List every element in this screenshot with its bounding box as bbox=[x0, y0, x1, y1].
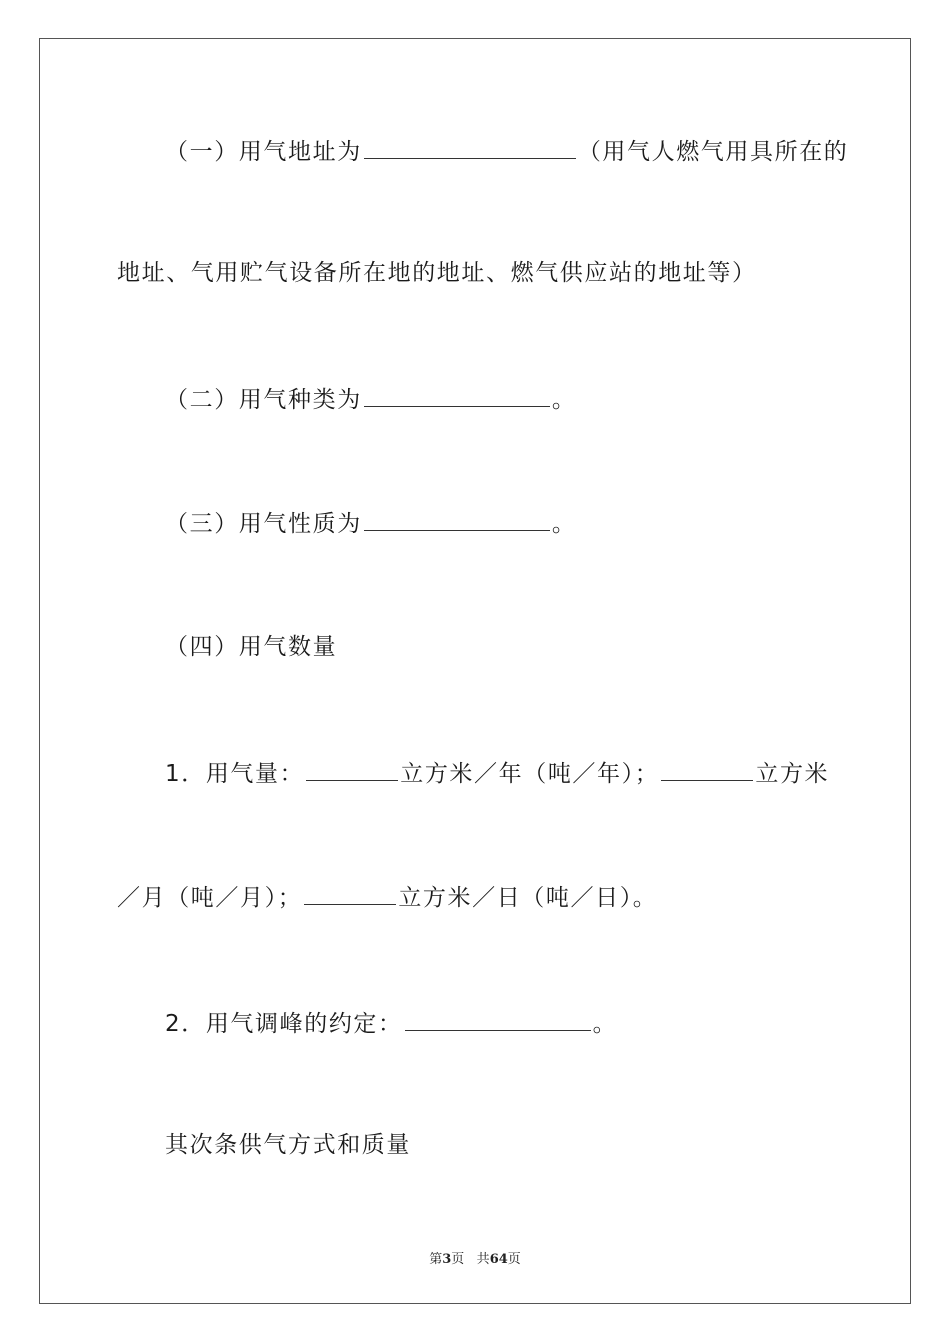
paragraph-peak-shaving bbox=[165, 1008, 617, 1039]
gas-type-label: （二）用气种类为 bbox=[165, 387, 362, 413]
paragraph-gas-quantity-heading bbox=[165, 632, 337, 662]
page-number: 3 bbox=[442, 1252, 452, 1267]
paragraph-gas-volume bbox=[165, 758, 829, 789]
peak-shaving-label: 2．用气调峰的约定： bbox=[165, 1011, 403, 1037]
paragraph-gas-nature bbox=[165, 508, 576, 539]
gas-address-label: （一）用气地址为 bbox=[165, 139, 362, 165]
page-frame bbox=[39, 38, 911, 1304]
gas-nature-label: （三）用气性质为 bbox=[165, 511, 362, 537]
gas-address-blank bbox=[364, 136, 576, 159]
gas-volume-monthly-unit-end: ／月（吨／月）； bbox=[117, 885, 303, 911]
total-pages-suffix: 页 bbox=[507, 1252, 521, 1267]
page-number-prefix: 第 bbox=[429, 1252, 443, 1267]
gas-quantity-heading: （四）用气数量 bbox=[165, 634, 338, 660]
peak-shaving-period: 。 bbox=[592, 1011, 618, 1037]
page-number-suffix: 页 bbox=[451, 1252, 465, 1267]
gas-volume-yearly-unit: 立方米／年（吨／年）； bbox=[400, 761, 660, 787]
gas-volume-yearly-blank bbox=[306, 758, 398, 781]
gas-volume-daily-unit: 立方米／日（吨／日）。 bbox=[398, 885, 658, 911]
paragraph-gas-type bbox=[165, 384, 576, 415]
gas-address-note: （用气人燃气用具所在的 bbox=[577, 139, 849, 165]
paragraph-gas-volume-continued bbox=[117, 882, 657, 913]
gas-address-note-continued: 地址、气用贮气设备所在地的地址、燃气供应站的地址等） bbox=[117, 260, 757, 286]
article-two-heading: 其次条供气方式和质量 bbox=[165, 1132, 411, 1158]
paragraph-article-two-heading bbox=[165, 1130, 411, 1160]
gas-volume-monthly-blank bbox=[661, 758, 753, 781]
peak-shaving-blank bbox=[405, 1008, 591, 1031]
gas-nature-period: 。 bbox=[551, 511, 577, 537]
gas-volume-monthly-unit-start: 立方米 bbox=[755, 761, 830, 787]
gas-type-blank bbox=[364, 384, 550, 407]
paragraph-gas-address bbox=[165, 136, 848, 167]
total-pages: 64 bbox=[489, 1252, 508, 1267]
paragraph-gas-address-continued bbox=[117, 258, 757, 288]
gas-nature-blank bbox=[364, 508, 550, 531]
gas-volume-label: 1．用气量： bbox=[165, 761, 305, 787]
gas-volume-daily-blank bbox=[304, 882, 396, 905]
total-pages-prefix: 共 bbox=[476, 1252, 490, 1267]
page-footer bbox=[0, 1248, 950, 1267]
gas-type-period: 。 bbox=[551, 387, 577, 413]
